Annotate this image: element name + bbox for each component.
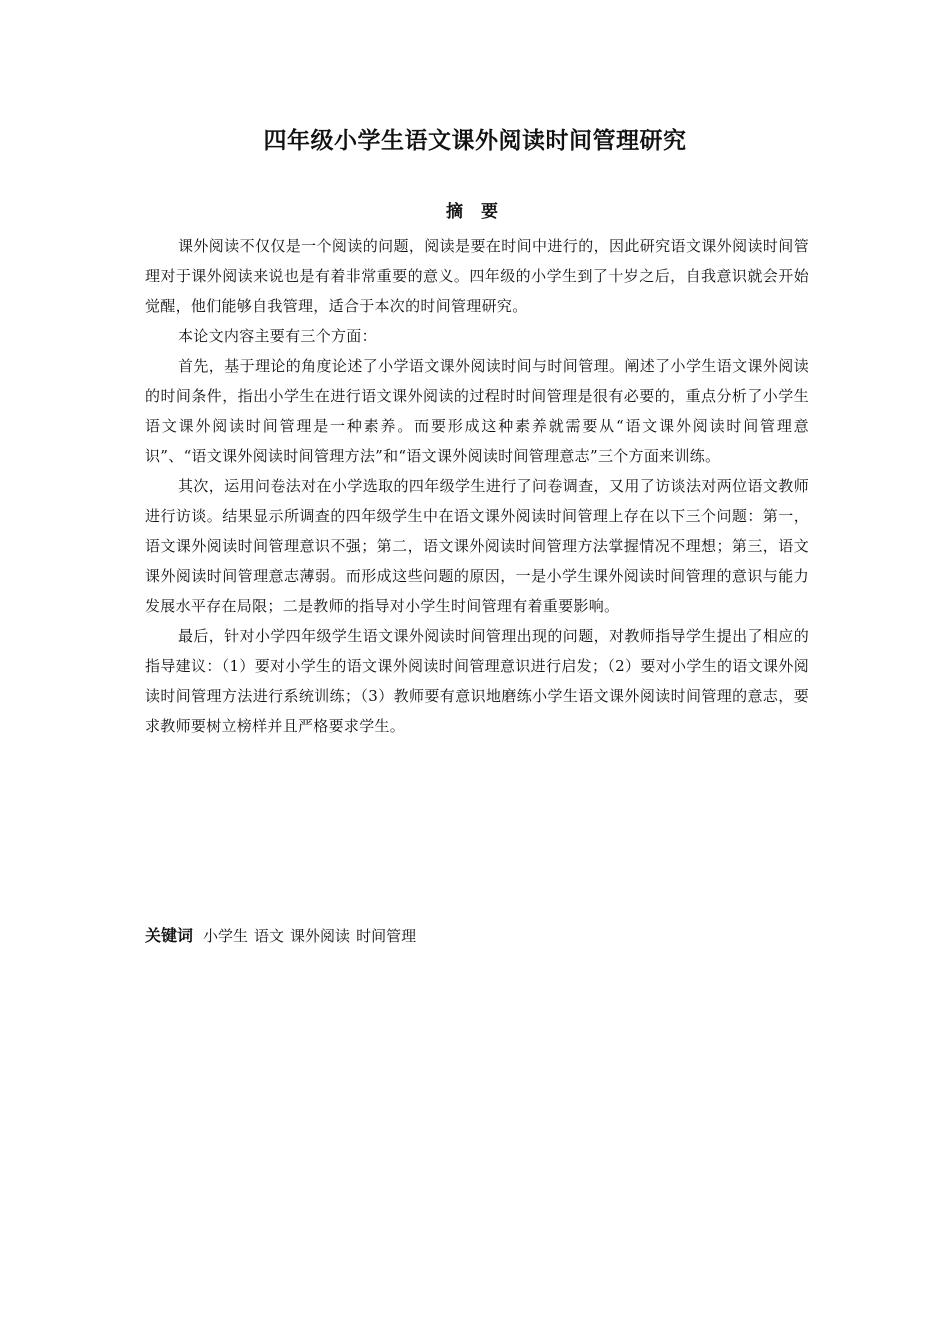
keyword-item: 时间管理 [356, 927, 417, 945]
keyword-item: 课外阅读 [290, 927, 351, 945]
keyword-item: 小学生 [203, 927, 249, 945]
keywords-line [145, 924, 809, 948]
abstract-paragraph-intro: 课外阅读不仅仅是一个阅读的问题，阅读是要在时间中进行的，因此研究语文课外阅读时间管理对于课外阅读来说也是有着非常重要的意义。四年级的小学生到了十岁之后，自我意识就会开始觉醒，他们能够自我管理，适合于本次的时间管理研究。 [145, 237, 809, 315]
abstract-paragraph-overview: 本论文内容主要有三个方面： [178, 327, 377, 345]
document-title: 四年级小学生语文课外阅读时间管理研究 [263, 128, 687, 154]
abstract-paragraph-first: 首先，基于理论的角度论述了小学语文课外阅读时间与时间管理。阐述了小学生语文课外阅读的时间条件，指出小学生在进行语文课外阅读的过程时时间管理是很有必要的，重点分析了小学生语文课外阅读时间管理是一种素养。而要形成这种素养就需要从“语文课外阅读时间管理意识”、“语文课外阅读时间管理方法”和“语文课外阅读时间管理意志”三个方面来训练。 [145, 357, 809, 465]
abstract-paragraph-last: 最后，针对小学四年级学生语文课外阅读时间管理出现的问题，对教师指导学生提出了相应的指导建议：（1）要对小学生的语文课外阅读时间管理意识进行启发；（2）要对小学生的语文课外阅读时间管理方法进行系统训练；（3）教师要有意识地磨练小学生语文课外阅读时间管理的意志，要求教师要树立榜样并且严格要求学生。 [145, 627, 809, 735]
abstract-heading: 摘 要 [446, 202, 504, 222]
abstract-body [145, 231, 809, 741]
abstract-paragraph-second: 其次，运用问卷法对在小学选取的四年级学生进行了问卷调查，又用了访谈法对两位语文教师进行访谈。结果显示所调查的四年级学生中在语文课外阅读时间管理上存在以下三个问题：第一，语文课外阅读时间管理意识不强；第二，语文课外阅读时间管理方法掌握情况不理想；第三，语文课外阅读时间管理意志薄弱。而形成这些问题的原因，一是小学生课外阅读时间管理的意识与能力发展水平存在局限；二是教师的指导对小学生时间管理有着重要影响。 [145, 477, 809, 615]
keyword-item: 语文 [254, 927, 285, 945]
keywords-label: 关键词 [145, 926, 194, 945]
